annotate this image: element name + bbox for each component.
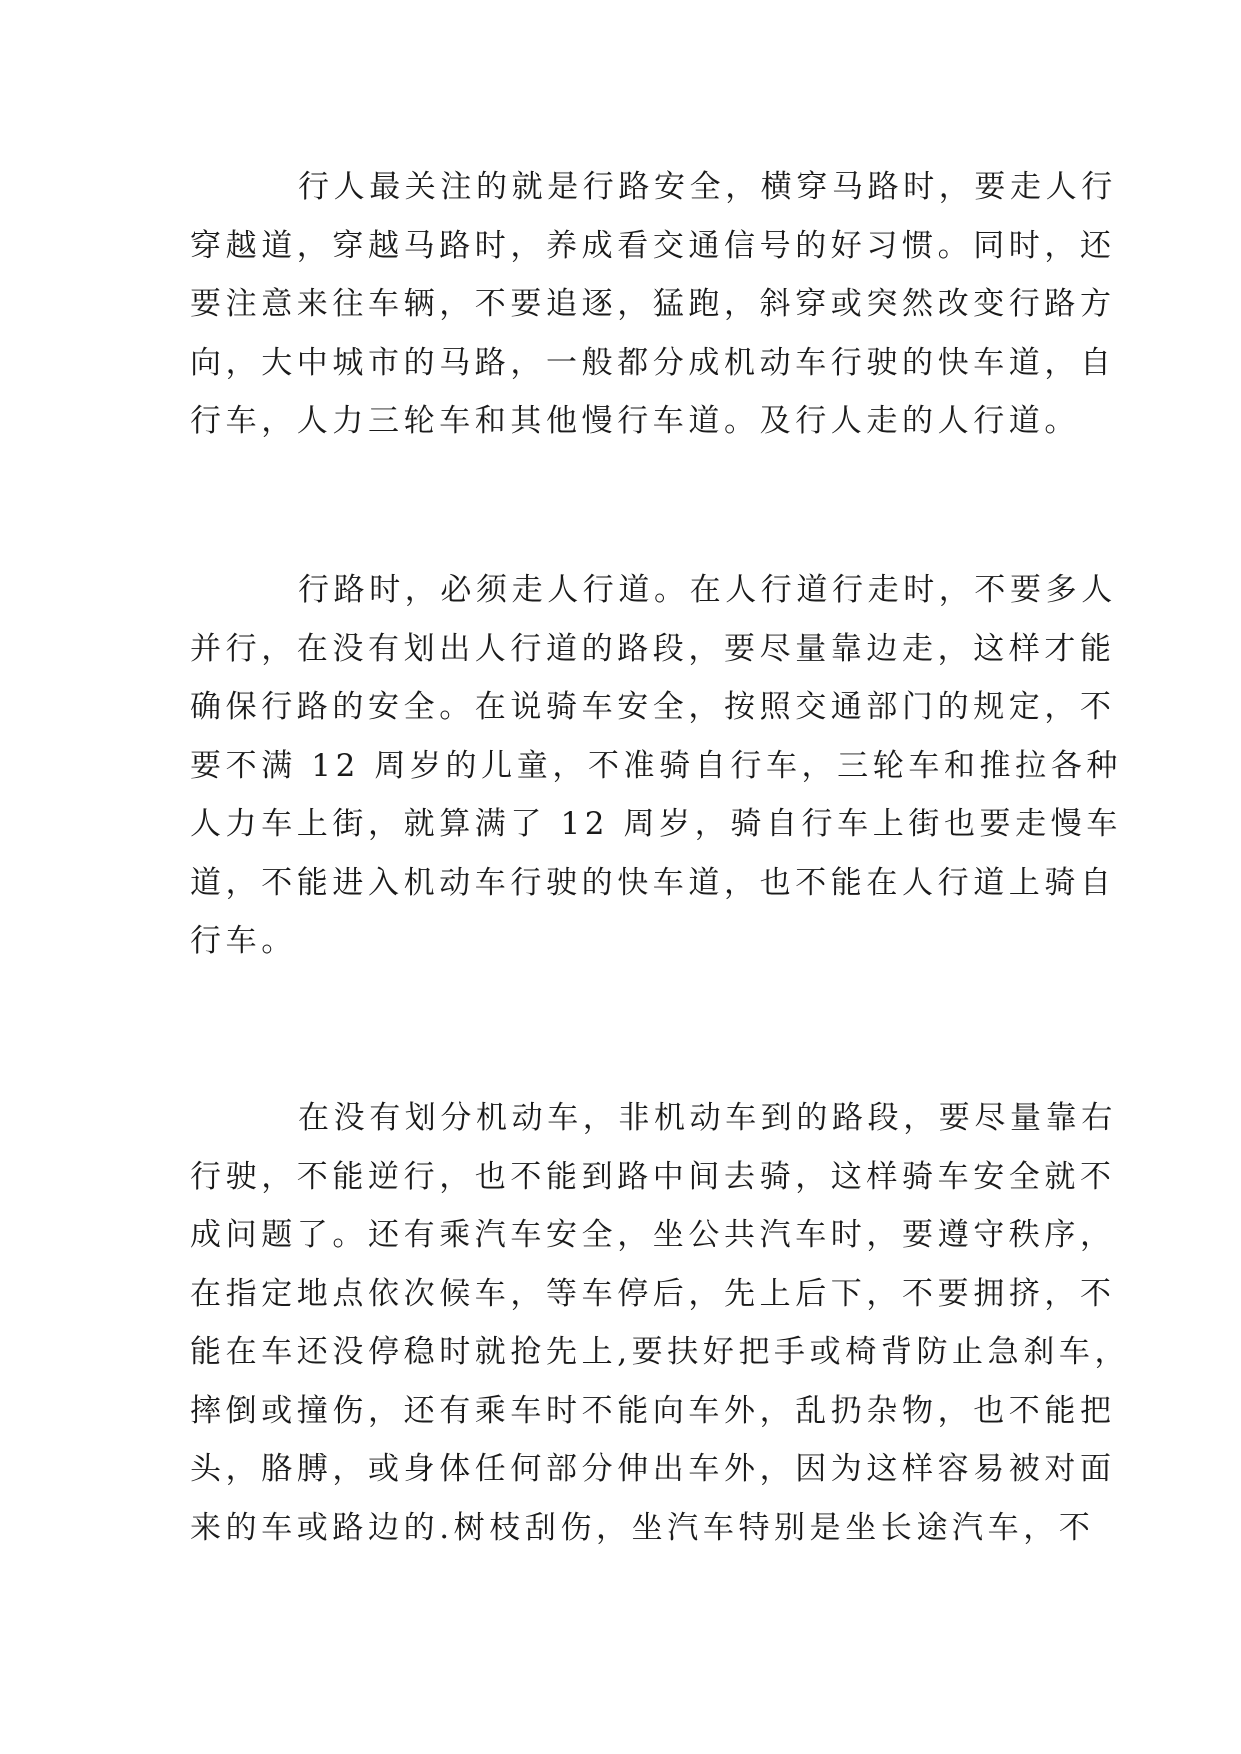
paragraph-line: 头，胳膊，或身体任何部分伸出车外，因为这样容易被对面 — [190, 1451, 1116, 1487]
paragraph-1 — [190, 158, 1117, 451]
paragraph-line: 成问题了。还有乘汽车安全，坐公共汽车时，要遵守秩序， — [190, 1217, 1116, 1253]
paragraph-line: 在没有划分机动车，非机动车到的路段，要尽量靠右 — [298, 1100, 1117, 1136]
paragraph-line: 要不满 12 周岁的儿童，不准骑自行车，三轮车和推拉各种 — [190, 747, 1122, 784]
paragraph-line: 行车。 — [190, 923, 297, 959]
paragraph-3 — [190, 1089, 1131, 1557]
paragraph-line: 穿越道，穿越马路时，养成看交通信号的好习惯。同时，还 — [190, 227, 1116, 264]
paragraph-line: 道，不能进入机动车行驶的快车道，也不能在人行道上骑自 — [190, 864, 1116, 901]
paragraph-line: 摔倒或撞伤，还有乘车时不能向车外，乱扔杂物，也不能把 — [190, 1392, 1116, 1429]
paragraph-line: 行路时，必须走人行道。在人行道行走时，不要多人 — [298, 572, 1117, 608]
paragraph-line: 向，大中城市的马路，一般都分成机动车行驶的快车道，自 — [190, 344, 1116, 381]
paragraph-line: 行人最关注的就是行路安全，横穿马路时，要走人行 — [298, 169, 1117, 205]
paragraph-line: 行驶，不能逆行，也不能到路中间去骑，这样骑车安全就不 — [190, 1158, 1116, 1195]
paragraph-line: 能在车还没停稳时就抢先上,要扶好把手或椅背防止急刹车， — [190, 1334, 1131, 1370]
paragraph-line: 人力车上街，就算满了 12 周岁，骑自行车上街也要走慢车 — [190, 806, 1122, 842]
paragraph-2 — [190, 561, 1122, 971]
paragraph-line: 行车，人力三轮车和其他慢行车道。及行人走的人行道。 — [190, 403, 1080, 439]
paragraph-line: 来的车或路边的.树枝刮伤，坐汽车特别是坐长途汽车，不 — [190, 1509, 1095, 1546]
paragraph-line: 并行，在没有划出人行道的路段，要尽量靠边走，这样才能 — [190, 630, 1116, 667]
paragraph-line: 要注意来往车辆，不要追逐，猛跑，斜穿或突然改变行路方 — [190, 286, 1116, 322]
paragraph-line: 确保行路的安全。在说骑车安全，按照交通部门的规定，不 — [190, 689, 1116, 725]
paragraph-line: 在指定地点依次候车，等车停后，先上后下，不要拥挤，不 — [190, 1275, 1116, 1312]
